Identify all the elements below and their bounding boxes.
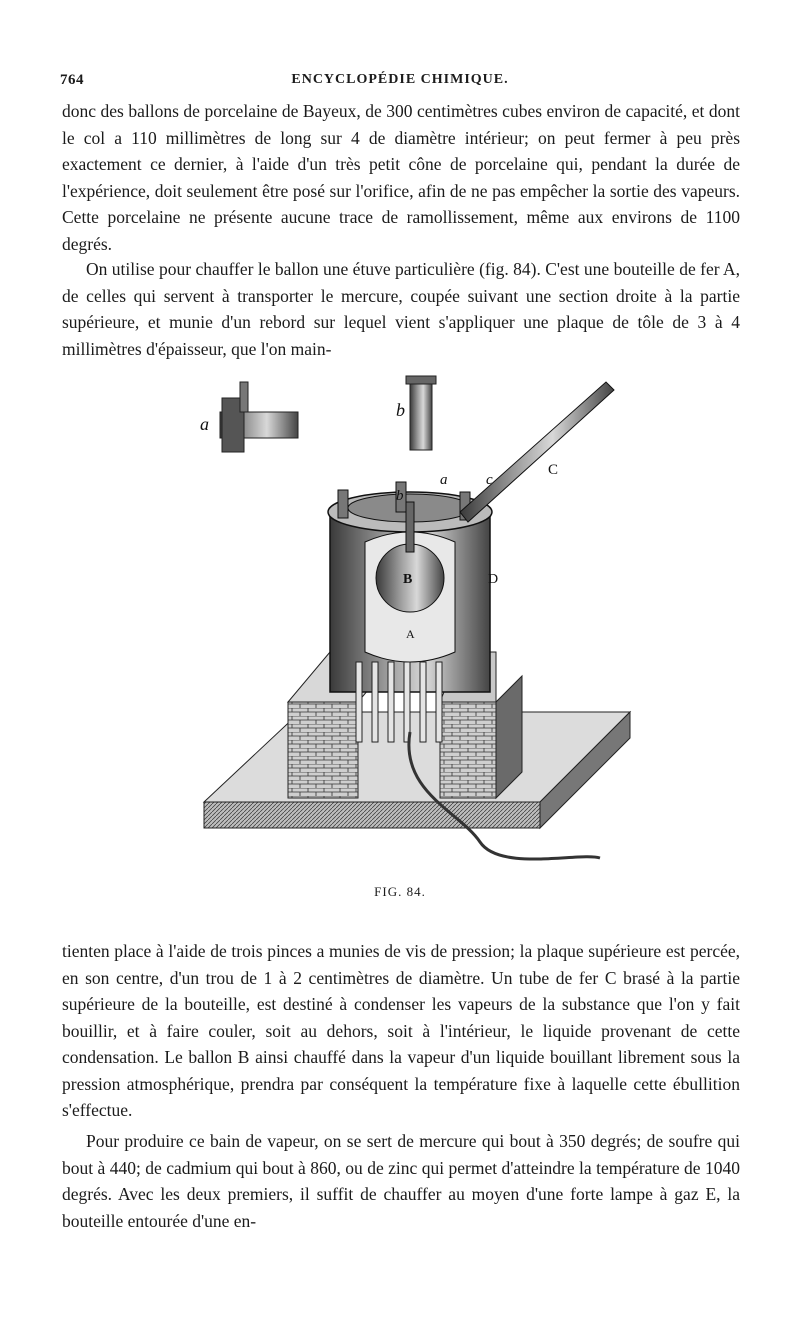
label-a: a <box>440 472 448 488</box>
label-C: C <box>548 462 559 478</box>
cone-detail <box>406 376 436 450</box>
label-A: A <box>406 627 415 641</box>
label-b: b <box>396 488 404 504</box>
label-a-detail: a <box>200 414 209 434</box>
figure-caption: FIG. 84. <box>374 884 426 899</box>
label-c: c <box>486 472 493 488</box>
label-b-detail: b <box>396 400 405 420</box>
label-D: D <box>488 572 499 587</box>
paragraph-2: On utilise pour chauffer le ballon une étuve particulière (fig. 84). C'est une bouteille de fer A, de celles qui servent à transporter le mercure, coupée suivant une section droite à la partie supérieure, et munie d'un rebord sur lequel vient s'appliquer une plaque de tôle de 3 à 4 millimètres d'épaisseur, que l'on main- <box>62 259 740 359</box>
clamp-detail <box>220 382 298 452</box>
paragraph-1: donc des ballons de porcelaine de Bayeux, de 300 centimètres cubes environ de capacité, et dont le col a 110 millimètres de long sur 4 de diamètre intérieur; on peut fermer à peu près exactement ce dernier, à l'aide d'un très petit cône de porcelaine qui, pendant la durée de l'expérience, doit seulement être posé sur l'orifice, afin de ne pas empêcher la sortie des vapeurs. Cette porcelaine ne présente aucune trace de ramollissement, même aux environs de 1100 degrés. <box>62 101 740 254</box>
running-title: ENCYCLOPÉDIE CHIMIQUE. <box>291 72 509 87</box>
page-header <box>60 72 740 96</box>
paragraph-3: tienten place à l'aide de trois pinces a munies de vis de pression; la plaque supérieure est percée, en son centre, d'un trou de 1 à 2 centimètres de diamètre. Un tube de fer C brasé à la partie supérieure de la bouteille, est destiné à condenser les vapeurs de la substance que l'on y fait bouillir, et à faire couler, soit au dehors, soit à l'intérieur, le liquide provenant de cette condensation. Le ballon B ainsi chauffé dans la vapeur d'un liquide bouillant librement sous la pression atmosphérique, prendra par conséquent la température fixe à laquelle cette ébullition s'effectue. <box>62 941 740 1120</box>
paragraph-4: Pour produire ce bain de vapeur, on se sert de mercure qui bout à 350 degrés; de soufre qui bout à 440; de cadmium qui bout à 860, ou de zinc qui permet d'atteindre la température de 1040 degrés. Avec les deux premiers, il suffit de chauffer au moyen d'une forte lampe à gaz E, la bouteille entourée d'une en- <box>62 1131 740 1231</box>
apparatus-drawing <box>160 372 640 872</box>
page-number: 764 <box>60 72 84 88</box>
label-B: B <box>403 572 413 587</box>
figure-84-illustration <box>160 372 640 872</box>
